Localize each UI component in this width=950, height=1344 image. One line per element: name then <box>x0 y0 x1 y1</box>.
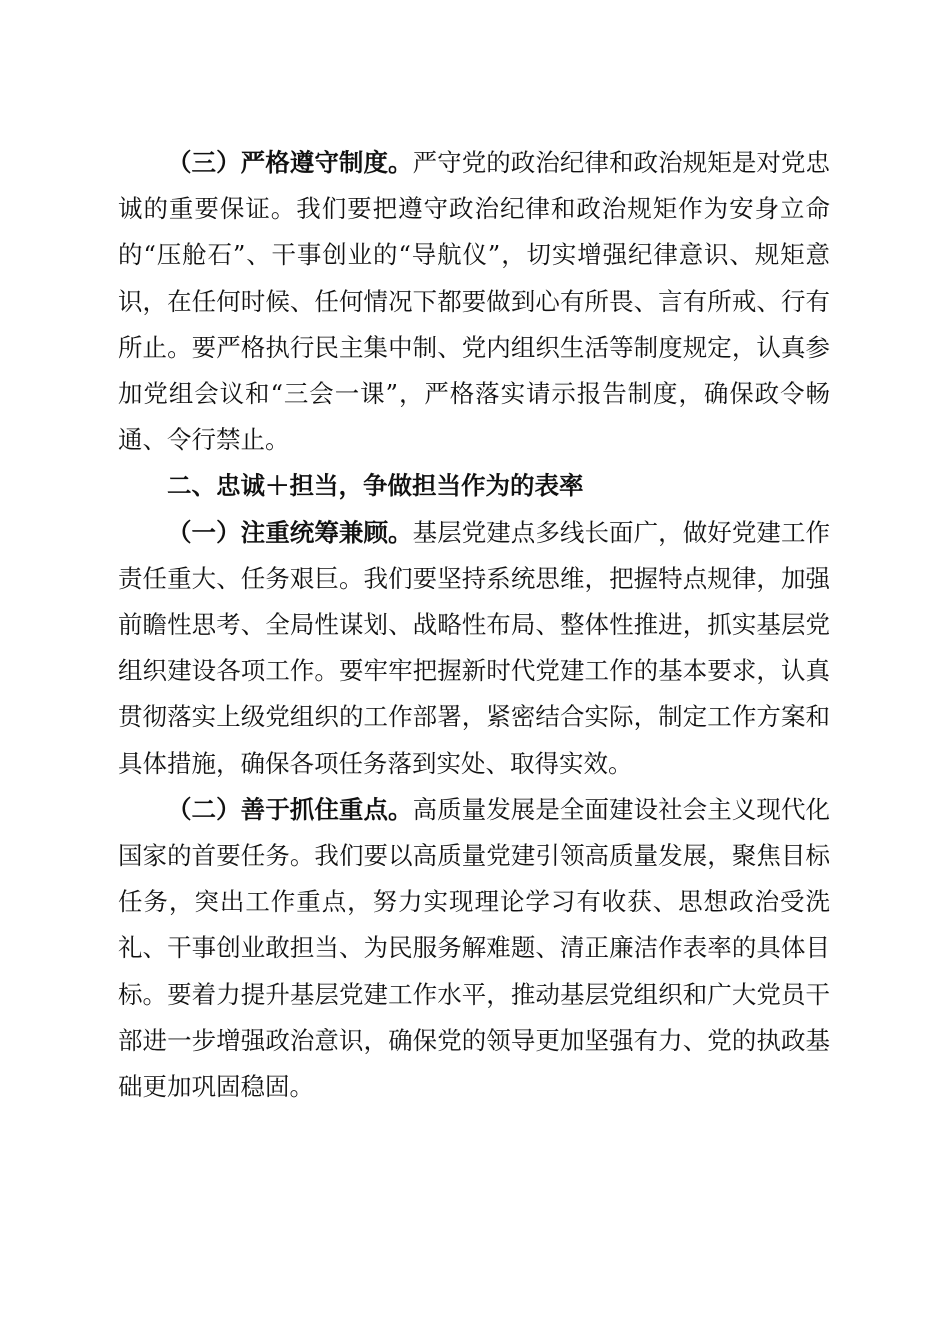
paragraph-text: 基层党建点多线长面广，做好党建工作责任重大、任务艰巨。我们要坚持系统思维，把握特点规律，加强前瞻性思考、全局性谋划、战略性布局、整体性推进，抓实基层党组织建设各项工作。要牢牢把握新时代党建工作的基本要求，认真贯彻落实上级党组织的工作部署，紧密结合实际，制定工作方案和具体措施，确保各项任务落到实处、取得实效。 <box>118 517 830 778</box>
section-heading: 二、忠诚＋担当，争做担当作为的表率 <box>167 471 584 501</box>
paragraph-overall-planning <box>118 510 830 787</box>
paragraph-lead: （三）严格遵守制度。 <box>167 148 413 177</box>
paragraph-strict-rules <box>118 140 830 463</box>
document-body <box>118 140 830 1110</box>
paragraph-lead: （一）注重统筹兼顾。 <box>167 517 413 547</box>
paragraph-text: 严守党的政治纪律和政治规矩是对党忠诚的重要保证。我们要把遵守政治纪律和政治规矩作为安身立命的“压舱石”、干事创业的“导航仪”，切实增强纪律意识、规矩意识，在任何时候、任何情况下都要做到心有所畏、言有所戒、行有所止。要严格执行民主集中制、党内组织生活等制度规定，认真参加党组会议和“三会一课”，严格落实请示报告制度，确保政令畅通、令行禁止。 <box>118 148 830 455</box>
paragraph-lead: （二）善于抓住重点。 <box>167 794 413 824</box>
paragraph-key-points <box>118 787 830 1110</box>
paragraph-text: 高质量发展是全面建设社会主义现代化国家的首要任务。我们要以高质量党建引领高质量发展，聚焦目标任务，突出工作重点，努力实现理论学习有收获、思想政治受洗礼、干事创业敢担当、为民服务解难题、清正廉洁作表率的具体目标。要着力提升基层党建工作水平，推动基层党组织和广大党员干部进一步增强政治意识，确保党的领导更加坚强有力、党的执政基础更加巩固稳固。 <box>118 794 830 1102</box>
